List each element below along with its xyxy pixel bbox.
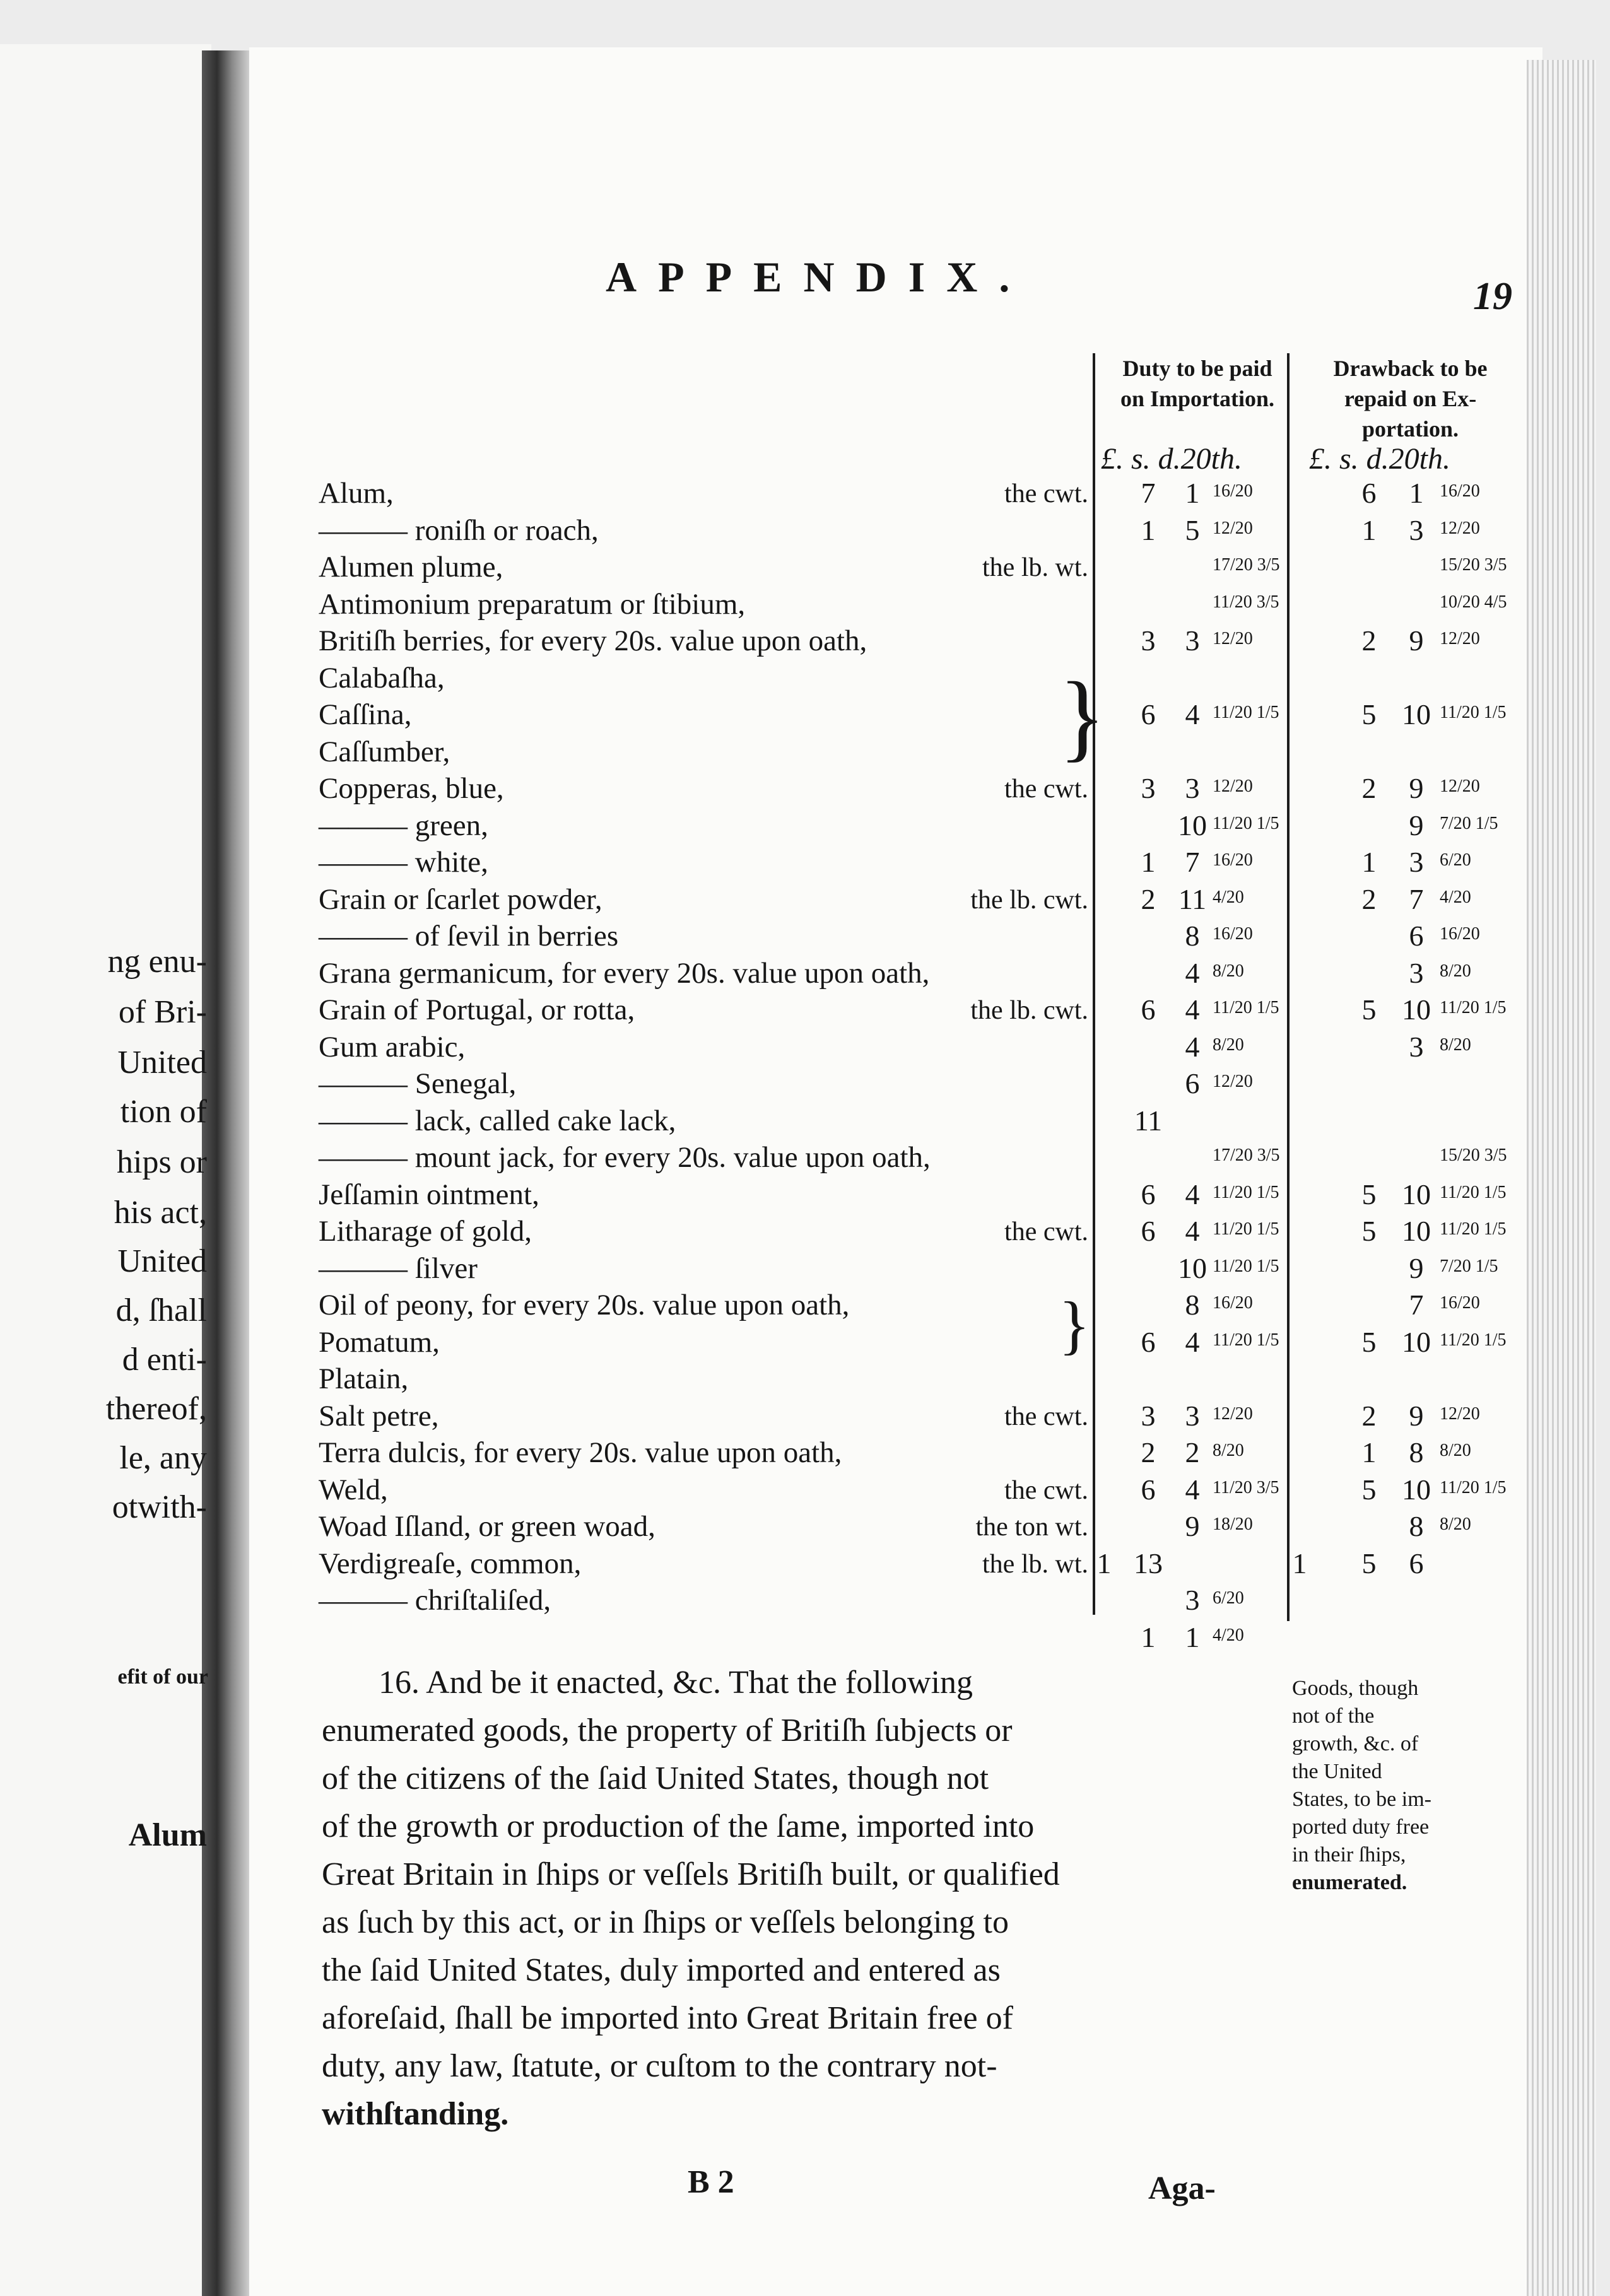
item-name: ——— green, <box>319 809 488 842</box>
drawback-shillings: 6 <box>1361 477 1377 509</box>
drawback-pence: 9 <box>1409 1400 1424 1432</box>
duty-shillings: 6 <box>1141 1473 1156 1506</box>
item-unit: the cwt. <box>1004 1476 1088 1505</box>
item-name: ——— of ſevil in berries <box>319 920 619 952</box>
item-name: Platain, <box>319 1362 409 1395</box>
drawback-pence: 9 <box>1409 624 1424 657</box>
drawback-pence: 10 <box>1402 1473 1431 1506</box>
duty-twentieths: 11/20 1/5 <box>1213 1330 1279 1350</box>
drawback-pounds: 1 <box>1292 1547 1307 1579</box>
item-name: Britiſh berries, for every 20s. value upon oath, <box>319 624 867 657</box>
paragraph-line: of the citizens of the ſaid United States, though not <box>322 1760 989 1796</box>
duty-shillings: 7 <box>1141 477 1156 509</box>
drawback-shillings: 1 <box>1361 846 1377 878</box>
duty-pence: 4 <box>1185 1473 1200 1506</box>
duty-pence: 6 <box>1185 1067 1200 1099</box>
left-page-fragment: ng enu- <box>107 944 207 980</box>
duty-twentieths: 8/20 <box>1213 1035 1244 1055</box>
drawback-pence: 7 <box>1409 1289 1424 1321</box>
drawback-shillings: 2 <box>1361 772 1377 804</box>
drawback-shillings: 2 <box>1361 1400 1377 1432</box>
drawback-pence: 10 <box>1402 1326 1431 1358</box>
duty-pence: 1 <box>1185 477 1200 509</box>
item-name: ——— lack, called cake lack, <box>319 1104 676 1137</box>
duty-shillings: 6 <box>1141 1326 1156 1358</box>
duty-pence: 4 <box>1185 698 1200 730</box>
item-name: ——— mount jack, for every 20s. value upon oath, <box>319 1141 931 1174</box>
duty-pounds: 1 <box>1096 1547 1112 1579</box>
duty-pence: 10 <box>1178 809 1207 841</box>
item-unit: the lb. cwt. <box>970 996 1088 1025</box>
item-name: Calabaſha, <box>319 662 445 694</box>
margin-note-line: enumerated. <box>1292 1871 1407 1894</box>
item-name: Alumen plume, <box>319 551 503 583</box>
item-name: ——— white, <box>319 846 488 879</box>
drawback-twentieths: 11/20 1/5 <box>1440 1183 1507 1202</box>
paragraph-line: the ſaid United States, duly imported and entered as <box>322 1952 1001 1988</box>
duty-pence: 3 <box>1185 1584 1200 1616</box>
margin-note-line: ported duty free <box>1292 1815 1430 1839</box>
item-unit: the cwt. <box>1004 1217 1088 1246</box>
duty-pence: 1 <box>1185 1621 1200 1653</box>
duty-shillings: 3 <box>1141 772 1156 804</box>
paragraph-line: duty, any law, ſtatute, or cuſtom to the contrary not- <box>322 2048 997 2084</box>
drawback-heading-line: portation. <box>1362 416 1459 442</box>
duty-shillings: 1 <box>1141 846 1156 878</box>
paragraph-line: withſtanding. <box>322 2096 509 2132</box>
duty-twentieths: 12/20 <box>1213 1072 1253 1091</box>
duty-shillings: 13 <box>1134 1547 1163 1579</box>
drawback-twentieths: 8/20 <box>1440 1514 1471 1534</box>
drawback-twentieths: 12/20 <box>1440 629 1480 648</box>
drawback-twentieths: 11/20 1/5 <box>1440 1478 1507 1497</box>
item-name: Salt petre, <box>319 1400 439 1432</box>
drawback-twentieths: 7/20 1/5 <box>1440 1256 1498 1276</box>
margin-note-line: States, to be im- <box>1292 1788 1431 1811</box>
left-page-fragment: hips or <box>117 1144 207 1180</box>
drawback-twentieths: 8/20 <box>1440 1441 1471 1460</box>
duty-twentieths: 17/20 3/5 <box>1213 1145 1280 1165</box>
drawback-twentieths: 12/20 <box>1440 1404 1480 1424</box>
duty-twentieths: 12/20 <box>1213 1404 1253 1424</box>
item-name: Alum, <box>319 477 394 510</box>
drawback-twentieths: 11/20 1/5 <box>1440 1219 1507 1239</box>
margin-note-line: not of the <box>1292 1704 1375 1728</box>
duty-heading-line: on Importation. <box>1120 386 1275 411</box>
drawback-twentieths: 6/20 <box>1440 850 1471 870</box>
item-name: ——— chriſtaliſed, <box>319 1584 551 1617</box>
margin-note <box>1292 1675 1500 1897</box>
duty-twentieths: 4/20 <box>1213 887 1244 907</box>
left-page-fragment: United <box>117 1045 207 1081</box>
duty-twentieths: 12/20 <box>1213 518 1253 538</box>
drawback-pence: 3 <box>1409 846 1424 878</box>
drawback-pence: 3 <box>1409 957 1424 989</box>
drawback-twentieths: 11/20 1/5 <box>1440 703 1507 722</box>
page-fore-edge <box>1527 60 1596 2296</box>
drawback-pence: 8 <box>1409 1510 1424 1542</box>
duty-pence: 2 <box>1185 1436 1200 1468</box>
duty-twentieths: 11/20 3/5 <box>1213 592 1279 612</box>
duty-pence: 4 <box>1185 1031 1200 1063</box>
left-page-fragment: United <box>117 1243 207 1279</box>
duty-twentieths: 6/20 <box>1213 1588 1244 1608</box>
duty-twentieths: 12/20 <box>1213 629 1253 648</box>
drawback-shillings: 2 <box>1361 883 1377 915</box>
left-page-fragment: his act, <box>114 1195 207 1231</box>
drawback-pence: 8 <box>1409 1436 1424 1468</box>
drawback-pence: 7 <box>1409 883 1424 915</box>
margin-note-line: Goods, though <box>1292 1677 1419 1700</box>
item-name: Grain or ſcarlet powder, <box>319 883 602 916</box>
duty-twentieths: 12/20 <box>1213 776 1253 796</box>
signature-mark: B 2 <box>688 2164 734 2200</box>
duty-pence: 5 <box>1185 514 1200 546</box>
item-name: Verdigreaſe, common, <box>319 1547 582 1580</box>
paragraph-line: of the growth or production of the ſame, imported into <box>322 1808 1035 1844</box>
duty-pence: 3 <box>1185 772 1200 804</box>
item-name: Grana germanicum, for every 20s. value upon oath, <box>319 957 930 990</box>
duty-heading <box>1096 353 1298 414</box>
drawback-shillings: 1 <box>1361 1436 1377 1468</box>
item-unit: the cwt. <box>1004 479 1088 508</box>
duty-twentieths: 18/20 <box>1213 1514 1253 1534</box>
drawback-heading <box>1305 353 1516 444</box>
duty-pence: 4 <box>1185 957 1200 989</box>
duty-twentieths: 8/20 <box>1213 961 1244 981</box>
drawback-pence: 10 <box>1402 993 1431 1026</box>
duty-twentieths: 11/20 1/5 <box>1213 814 1279 833</box>
margin-note-line: growth, &c. of <box>1292 1732 1419 1755</box>
drawback-pence: 9 <box>1409 809 1424 841</box>
item-name: ——— ſilver <box>319 1252 478 1285</box>
left-page-fragment: d, ſhall <box>115 1292 207 1328</box>
duty-twentieths: 11/20 1/5 <box>1213 1219 1279 1239</box>
duty-shillings: 2 <box>1141 883 1156 915</box>
drawback-column-rule <box>1287 353 1290 1621</box>
duty-pence: 3 <box>1185 1400 1200 1432</box>
drawback-twentieths: 4/20 <box>1440 887 1471 907</box>
drawback-pence: 10 <box>1402 1178 1431 1210</box>
item-unit: the lb. cwt. <box>970 886 1088 915</box>
drawback-pence: 1 <box>1409 477 1424 509</box>
duty-shillings: 2 <box>1141 1436 1156 1468</box>
group-brace: } <box>1059 1289 1090 1361</box>
group-brace: } <box>1059 662 1106 771</box>
drawback-shillings: 5 <box>1361 1215 1377 1247</box>
item-name: Copperas, blue, <box>319 772 504 805</box>
duty-shillings: 3 <box>1141 1400 1156 1432</box>
duty-shillings: 6 <box>1141 1215 1156 1247</box>
section-16-paragraph <box>322 1659 1218 2138</box>
margin-note-line: in their ſhips, <box>1292 1843 1406 1866</box>
duty-pence: 9 <box>1185 1510 1200 1542</box>
duty-pence: 4 <box>1185 1326 1200 1358</box>
duty-pence: 4 <box>1185 1178 1200 1210</box>
duty-twentieths: 17/20 3/5 <box>1213 555 1280 575</box>
book-spine <box>202 50 252 2296</box>
drawback-twentieths: 10/20 4/5 <box>1440 592 1507 612</box>
left-page-fragment: efit of our <box>117 1665 208 1689</box>
duty-pence: 10 <box>1178 1252 1207 1284</box>
drawback-twentieths: 12/20 <box>1440 776 1480 796</box>
duty-pence: 8 <box>1185 920 1200 952</box>
item-name: Antimonium preparatum or ſtibium, <box>319 588 746 621</box>
drawback-pence: 10 <box>1402 1215 1431 1247</box>
item-unit: the lb. wt. <box>982 553 1088 582</box>
duty-shillings: 1 <box>1141 514 1156 546</box>
duty-twentieths: 11/20 3/5 <box>1213 1478 1279 1497</box>
duty-twentieths: 16/20 <box>1213 1293 1253 1313</box>
drawback-shillings: 2 <box>1361 624 1377 657</box>
drawback-twentieths: 8/20 <box>1440 961 1471 981</box>
paragraph-line: 16. And be it enacted, &c. That the following <box>379 1665 973 1701</box>
drawback-pence: 6 <box>1409 920 1424 952</box>
duty-twentieths: 11/20 1/5 <box>1213 1183 1279 1202</box>
drawback-pence: 10 <box>1402 698 1431 730</box>
item-unit: the cwt. <box>1004 1402 1088 1431</box>
duty-shillings: 1 <box>1141 1621 1156 1653</box>
duty-heading-line: Duty to be paid <box>1122 356 1272 381</box>
item-name: Terra dulcis, for every 20s. value upon oath, <box>319 1436 842 1469</box>
left-page-fragment: tion of <box>120 1094 207 1130</box>
duty-pence: 4 <box>1185 1215 1200 1247</box>
duty-pence: 7 <box>1185 846 1200 878</box>
item-name: ——— Senegal, <box>319 1067 517 1100</box>
item-name: Oil of peony, for every 20s. value upon oath, <box>319 1289 850 1321</box>
drawback-pence: 3 <box>1409 1031 1424 1063</box>
page-title: APPENDIX. <box>606 253 1031 301</box>
drawback-heading-line: Drawback to be <box>1333 356 1488 381</box>
drawback-twentieths: 12/20 <box>1440 518 1480 538</box>
item-name: Gum arabic, <box>319 1031 466 1063</box>
item-name: Litharage of gold, <box>319 1215 532 1248</box>
paragraph-line: aforeſaid, ſhall be imported into Great Britain free of <box>322 2000 1013 2036</box>
drawback-twentieths: 16/20 <box>1440 924 1480 944</box>
drawback-twentieths: 11/20 1/5 <box>1440 998 1507 1017</box>
item-name: ——— roniſh or roach, <box>319 514 599 547</box>
drawback-shillings: 5 <box>1361 1178 1377 1210</box>
margin-note-line: the United <box>1292 1760 1382 1783</box>
duty-twentieths: 8/20 <box>1213 1441 1244 1460</box>
drawback-twentieths: 15/20 3/5 <box>1440 555 1507 575</box>
item-unit: the cwt. <box>1004 775 1088 804</box>
left-page-fragment: le, any <box>119 1440 207 1476</box>
item-name: Grain of Portugal, or rotta, <box>319 993 635 1026</box>
item-name: Caſſumber, <box>319 735 450 768</box>
page-number: 19 <box>1473 275 1512 318</box>
left-page-fragment: otwith- <box>112 1489 207 1525</box>
drawback-pence: 9 <box>1409 1252 1424 1284</box>
drawback-money-heading: £. s. d.20th. <box>1309 442 1451 476</box>
duty-twentieths: 16/20 <box>1213 924 1253 944</box>
duty-pence: 11 <box>1178 883 1207 915</box>
drawback-shillings: 5 <box>1361 1473 1377 1506</box>
duty-shillings: 6 <box>1141 993 1156 1026</box>
drawback-twentieths: 8/20 <box>1440 1035 1471 1055</box>
item-name: Caſſina, <box>319 698 412 731</box>
duty-shillings: 6 <box>1141 698 1156 730</box>
item-name: Weld, <box>319 1473 388 1506</box>
drawback-shillings: 5 <box>1361 698 1377 730</box>
duty-shillings: 11 <box>1134 1104 1163 1137</box>
item-unit: the lb. wt. <box>982 1550 1088 1579</box>
drawback-shillings: 1 <box>1361 514 1377 546</box>
duty-column-rule <box>1093 353 1095 1615</box>
duty-pence: 8 <box>1185 1289 1200 1321</box>
drawback-twentieths: 11/20 1/5 <box>1440 1330 1507 1350</box>
duty-pence: 4 <box>1185 993 1200 1026</box>
drawback-twentieths: 16/20 <box>1440 1293 1480 1313</box>
duty-twentieths: 11/20 1/5 <box>1213 703 1279 722</box>
left-page-fragment: thereof, <box>105 1391 207 1427</box>
duty-money-heading: £. s. d.20th. <box>1101 442 1243 476</box>
left-page-fragment: of Bri- <box>118 994 207 1030</box>
drawback-pence: 6 <box>1409 1547 1424 1579</box>
item-name: Woad Iſland, or green woad, <box>319 1510 655 1543</box>
paragraph-line: Great Britain in ſhips or veſſels Britiſh built, or qualified <box>322 1856 1060 1892</box>
duty-pence: 3 <box>1185 624 1200 657</box>
duty-shillings: 3 <box>1141 624 1156 657</box>
drawback-pence: 9 <box>1409 772 1424 804</box>
drawback-shillings: 5 <box>1361 993 1377 1026</box>
left-page-fragment: Alum <box>128 1817 207 1853</box>
duty-twentieths: 4/20 <box>1213 1625 1244 1645</box>
duty-twentieths: 16/20 <box>1213 850 1253 870</box>
duty-shillings: 6 <box>1141 1178 1156 1210</box>
drawback-pence: 3 <box>1409 514 1424 546</box>
drawback-heading-line: repaid on Ex- <box>1344 386 1477 411</box>
drawback-twentieths: 15/20 3/5 <box>1440 1145 1507 1165</box>
catchword: Aga- <box>1148 2170 1216 2206</box>
item-name: Pomatum, <box>319 1326 440 1359</box>
left-page-fragment: d enti- <box>122 1342 207 1378</box>
drawback-twentieths: 16/20 <box>1440 481 1480 501</box>
paragraph-line: as ſuch by this act, or in ſhips or veſſels belonging to <box>322 1904 1009 1940</box>
item-name: Jeſſamin ointment, <box>319 1178 539 1211</box>
drawback-twentieths: 7/20 1/5 <box>1440 814 1498 833</box>
duty-twentieths: 11/20 1/5 <box>1213 1256 1279 1276</box>
drawback-shillings: 5 <box>1361 1326 1377 1358</box>
item-unit: the ton wt. <box>975 1513 1088 1542</box>
paragraph-line: enumerated goods, the property of Britiſh ſubjects or <box>322 1713 1013 1748</box>
duty-twentieths: 16/20 <box>1213 481 1253 501</box>
drawback-shillings: 5 <box>1361 1547 1377 1579</box>
duty-twentieths: 11/20 1/5 <box>1213 998 1279 1017</box>
